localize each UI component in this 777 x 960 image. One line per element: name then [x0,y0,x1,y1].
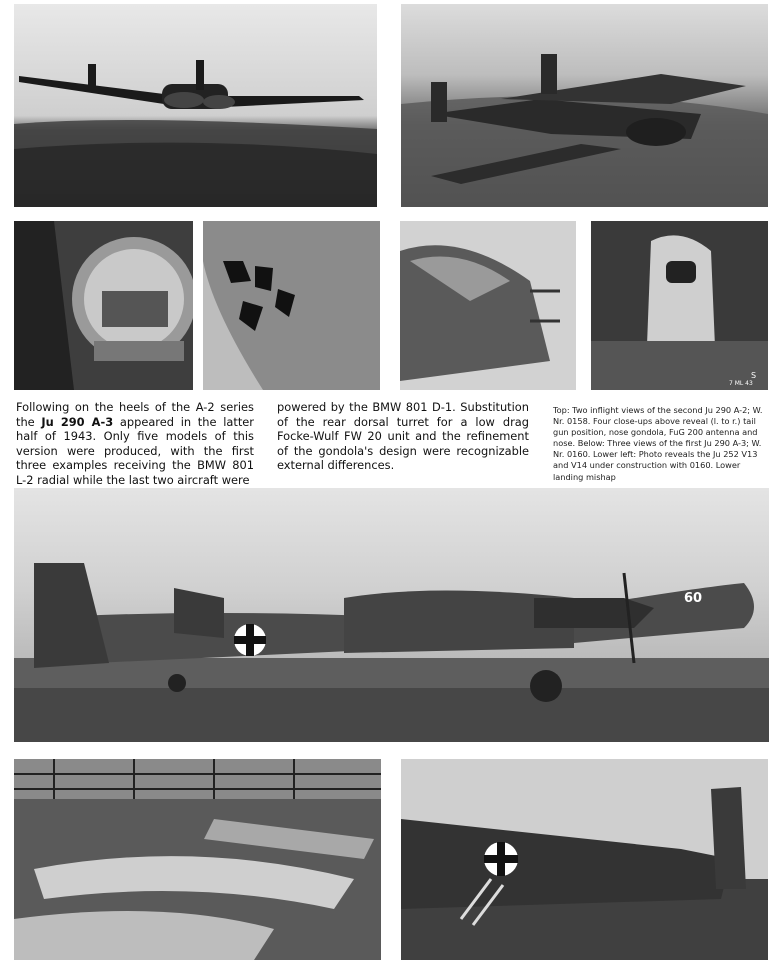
article-column-1 [16,400,254,488]
photo-mark-label: 7 ML 43 [729,380,753,387]
article-column-2 [277,400,529,473]
article-text-2: appeared in the latter half of 1943. Only five models of this version were produced, with the first three examples receiving the BMW 801 L-2 radial while the last two aircraft were [16,414,254,487]
photo-number-label: S [751,371,757,380]
photo-caption: Top: Two inflight views of the second Ju 290 A-2; W. Nr. 0158. Four close-ups above reveal (l. to r.) tail gun position, nose gondola, FuG 200 antenna and nose. Below: Three views of the first Ju 290 A-3; W. Nr. 0160. Lower left: Photo reveals the Ju 252 V13 and V14 under construction with 0160. Lower landing mishap [553,405,763,482]
article-text-3: powered by the BMW 801 D-1. Substitution of the rear dorsal turret for a low drag Focke-Wulf FW 20 unit and the refinement of the gondola's design were recognizable external differences. [277,400,529,473]
photo-inflight-side [401,4,768,207]
aircraft-marking-60: 60 [684,591,703,606]
photo-inflight-front [14,4,377,207]
photo-ju290-a3-side [14,488,769,742]
photo-fug200-antenna [400,221,576,390]
aircraft-designation: Ju 290 A-3 [41,414,114,429]
photo-landing-mishap [401,759,768,960]
photo-construction-hangar [14,759,381,960]
photo-nose-gondola [203,221,380,390]
photo-nose [591,221,768,390]
article-text-1: Following on the heels of the A-2 series the [16,400,254,429]
photo-tail-gun-position [14,221,193,390]
